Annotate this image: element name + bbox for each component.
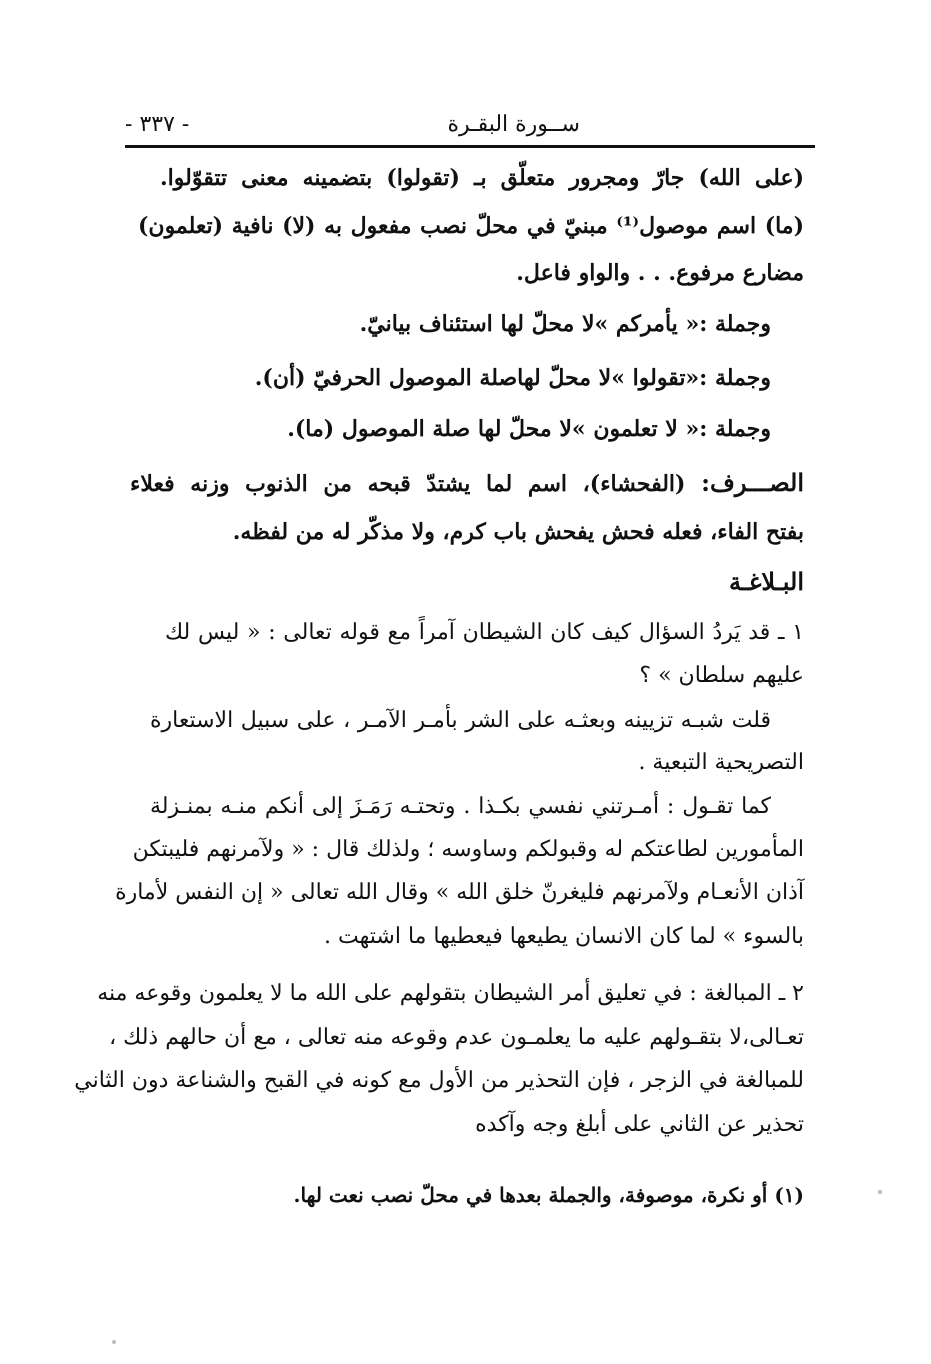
page-number: - ٣٣٧ -: [125, 112, 190, 137]
sarf-line-2: بفتح الفاء، فعله فحش يفحش باب كرم، ولا مذكّر له من لفظه.: [232, 519, 804, 545]
grammar-line-4: وجملة :« يأمركم »لا محلّ لها استئناف بيانيّ.: [359, 311, 771, 337]
sarf-label: الصـــرف:: [701, 468, 804, 497]
balagha-p1-line-2: عليهم سلطان » ؟: [639, 663, 804, 688]
surah-title: ســورة البقـرة: [447, 112, 580, 137]
balagha-heading: البـلاغـة: [728, 567, 804, 596]
footnote: (١) أو نكرة، موصوفة، والجملة بعدها في محلّ نصب نعت لها.: [293, 1183, 804, 1207]
grammar-line-3: مضارع مرفوع. . . والواو فاعل.: [516, 260, 804, 286]
balagha-p3-line-2: المأمورين لطاعتكم له وقبولكم وساوسه ؛ ولذلك قال : « ولآمرنهم فليبتكن: [132, 837, 804, 862]
grammar-line-5: وجملة :«تقولوا »لا محلّ لهاصلة الموصول الحرفيّ (أن).: [254, 365, 771, 391]
sarf-text: (الفحشاء)، اسم لما يشتدّ قبحه من الذنوب وزنه فعلاء: [130, 471, 686, 497]
balagha-p4-line-3: للمبالغة في الزجر ، فإن التحذير من الأول مع كونه في القبح والشناعة دون الثاني: [74, 1068, 804, 1093]
sarf-line-1: [130, 468, 804, 499]
balagha-p3-line-3: آذان الأنعـام ولآمرنهم فليغرنّ خلق الله » وقال الله تعالى « إن النفس لأمارة: [115, 880, 804, 905]
page-header: [125, 110, 815, 146]
scan-speck: [878, 1190, 882, 1194]
grammar-line-1: (على الله) جارّ ومجرور متعلّق بـ (تقولوا) بتضمينه معنى تتقوّلوا.: [160, 165, 804, 191]
balagha-p4-line-2: تعـالى،لا بتقـولهم عليه ما يعلمـون عدم وقوعه منه تعالى ، مع أن حالهم ذلك ،: [109, 1025, 804, 1050]
balagha-p3-line-4: بالسوء » لما كان الانسان يطيعها فيعطيها ما اشتهت .: [324, 924, 804, 949]
balagha-p1-line-1: ١ ـ قد يَردُ السؤال كيف كان الشيطان آمراً مع قوله تعالى : « ليس لك: [165, 620, 804, 645]
balagha-p2-line-2: التصريحية التبعية .: [638, 750, 804, 775]
balagha-p4-line-1: ٢ ـ المبالغة : في تعليق أمر الشيطان بتقولهم على الله ما لا يعلمون وقوعه منه: [97, 981, 804, 1006]
balagha-p4-line-4: تحذير عن الثاني على أبلغ وجه وآكده: [475, 1112, 804, 1137]
grammar-line-6: وجملة :« لا تعلمون »لا محلّ لها صلة الموصول (ما).: [287, 416, 771, 442]
header-rule: [125, 145, 815, 148]
balagha-p2-line-1: قلت شبـه تزيينه وبعثـه على الشر بأمـر الآمـر ، على سبيل الاستعارة: [150, 708, 771, 733]
grammar-line-2: (ما) اسم موصول⁽¹⁾ مبنيّ في محلّ نصب مفعول به (لا) نافية (تعلمون): [138, 213, 805, 239]
balagha-p3-line-1: كما تقـول : أمـرتني نفسي بكـذا . وتحتـه رَمَـزَ إلى أنكم منـه بمنـزلة: [150, 794, 771, 819]
scan-speck: [112, 1340, 116, 1344]
